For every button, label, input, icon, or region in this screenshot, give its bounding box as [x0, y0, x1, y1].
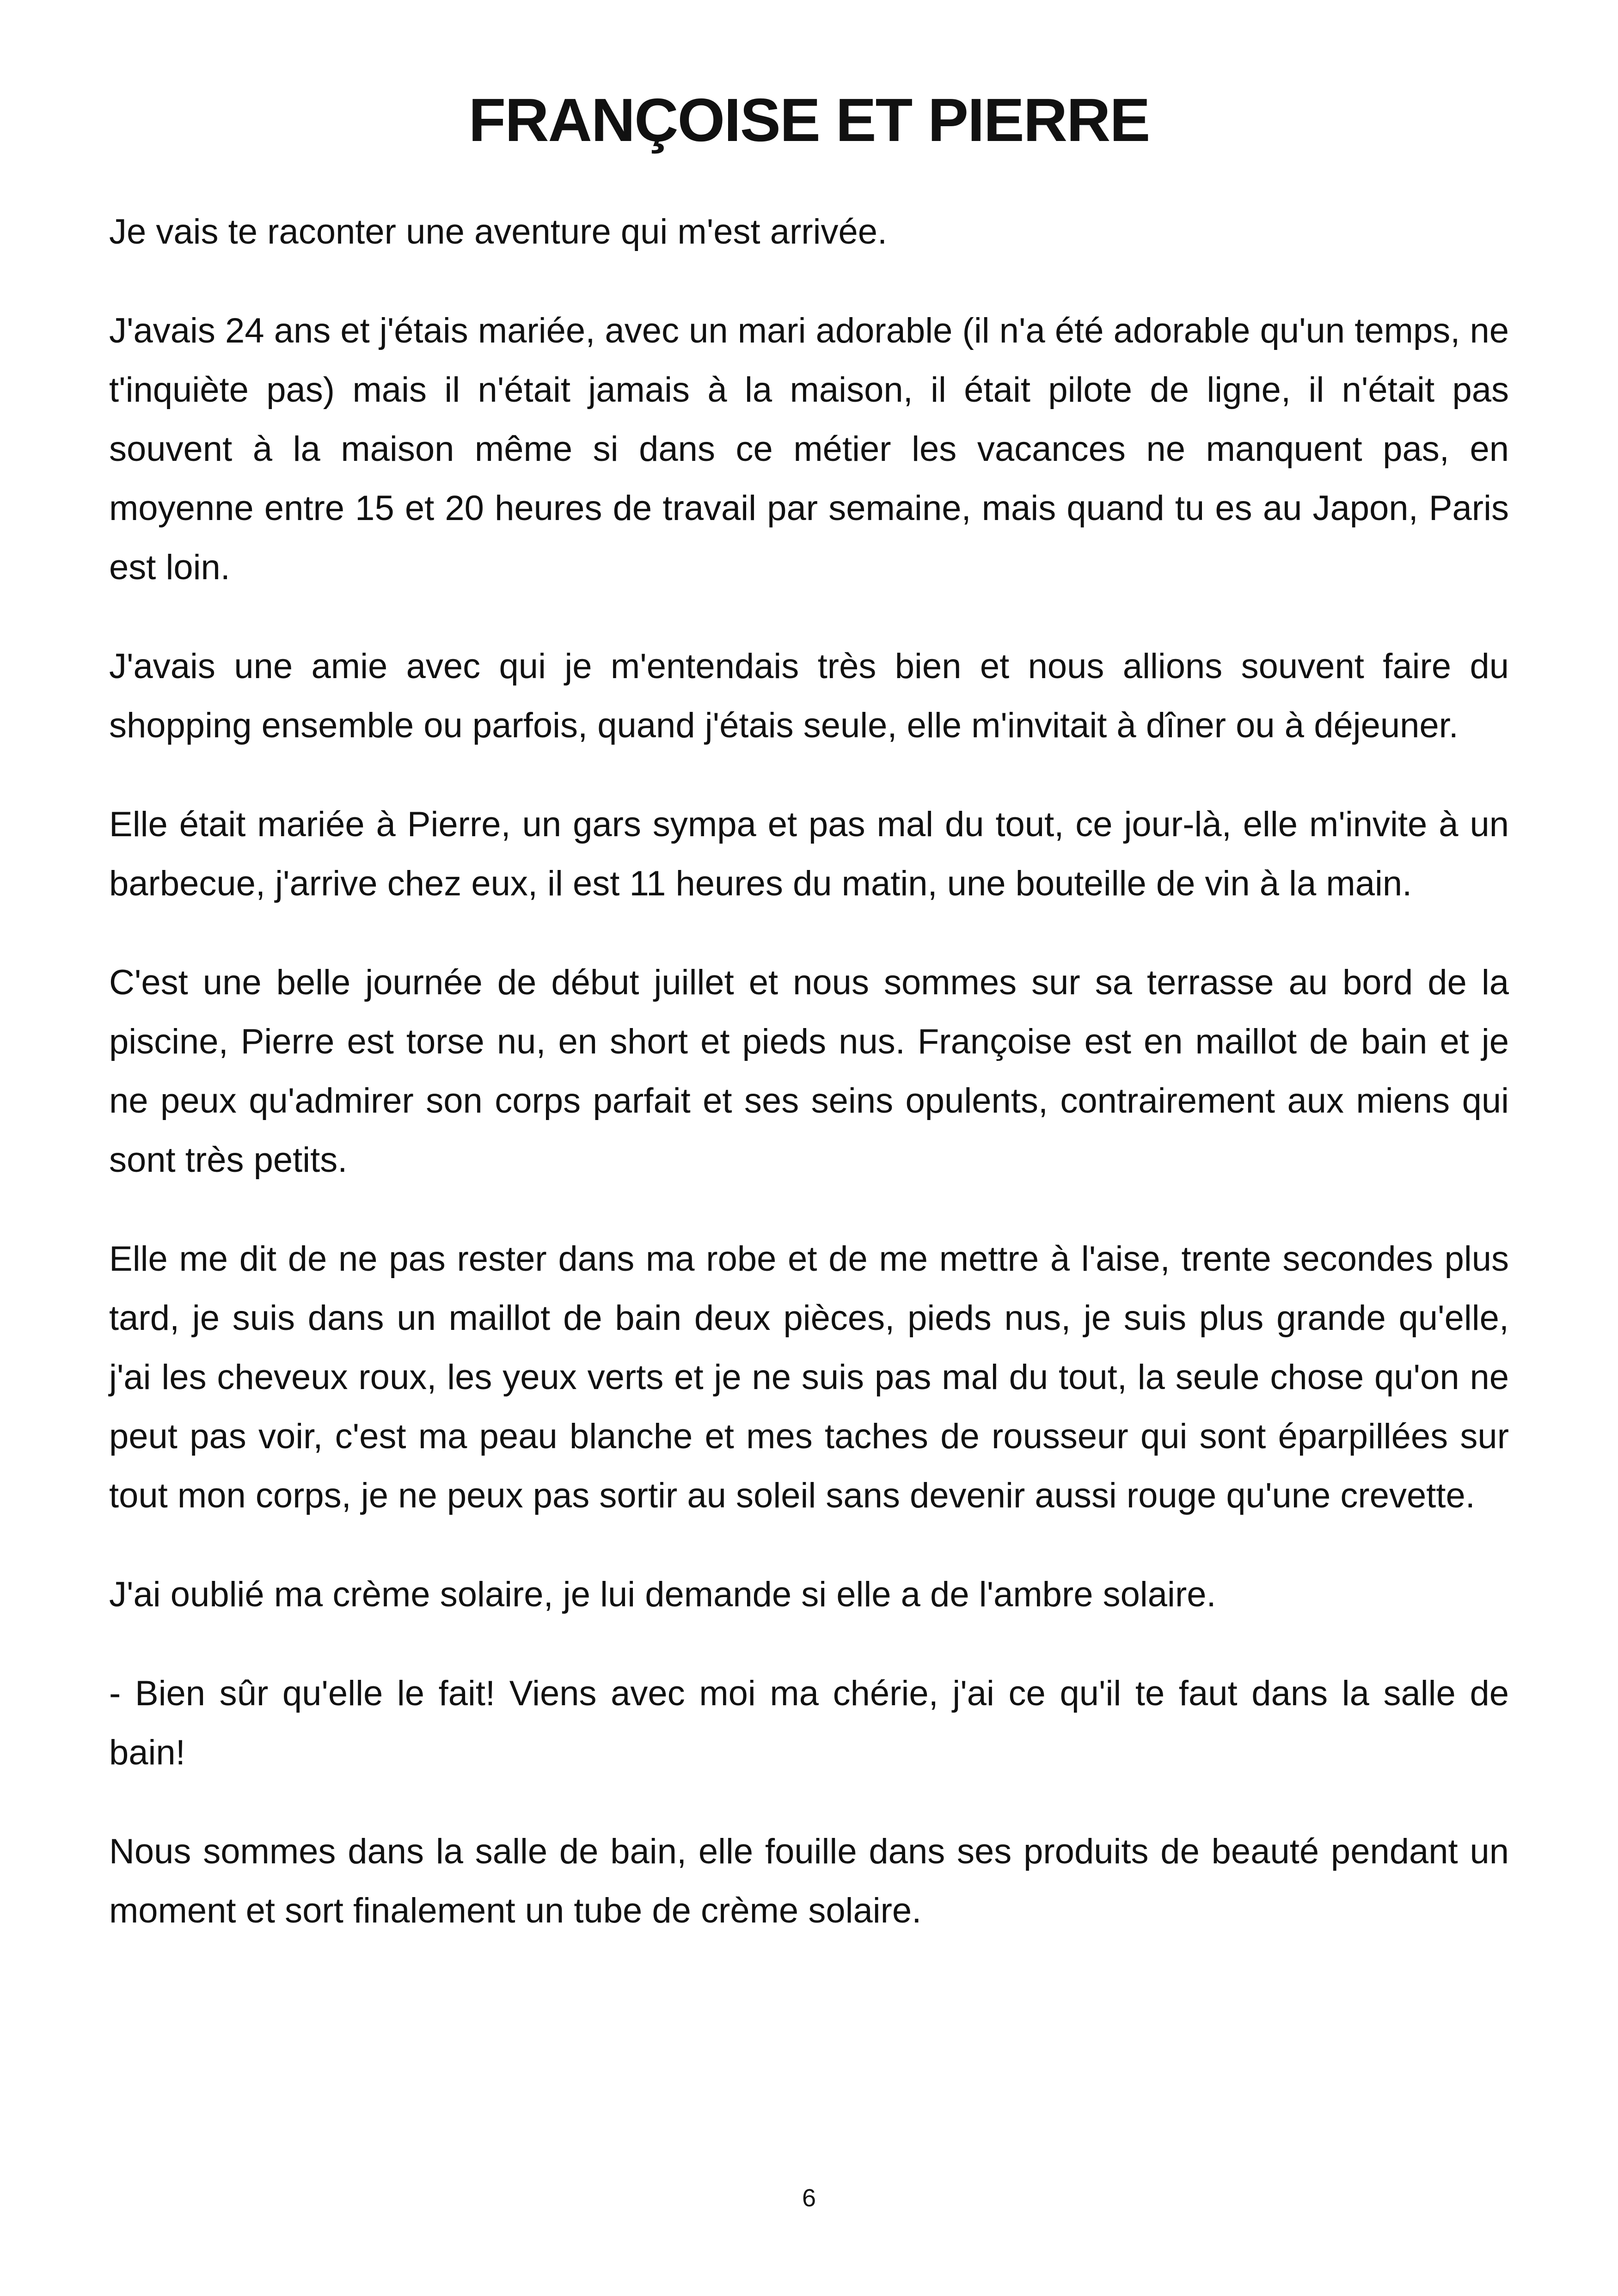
body-text [109, 202, 1509, 1980]
paragraph-6: Elle me dit de ne pas rester dans ma robe et de me mettre à l'aise, trente secondes plus tard, je suis dans un maillot de bain deux pièces, pieds nus, je suis plus grande qu'elle, j'ai les cheveux roux, les yeux verts et je ne suis pas mal du tout, la seule chose qu'on ne peut pas voir, c'est ma peau blanche et mes taches de rousseur qui sont éparpillées sur tout mon corps, je ne peux pas sortir au soleil sans devenir aussi rouge qu'une crevette. [109, 1239, 1509, 1515]
paragraph-8: - Bien sûr qu'elle le fait! Viens avec moi ma chérie, j'ai ce qu'il te faut dans la salle de bain! [109, 1674, 1509, 1772]
paragraph-4: Elle était mariée à Pierre, un gars sympa et pas mal du tout, ce jour-là, elle m'invite à un barbecue, j'arrive chez eux, il est 11 heures du matin, une bouteille de vin à la main. [109, 805, 1509, 903]
page-number: 6 [802, 2184, 816, 2212]
paragraph-3: J'avais une amie avec qui je m'entendais très bien et nous allions souvent faire du shopping ensemble ou parfois, quand j'étais seule, elle m'invitait à dîner ou à déjeuner. [109, 647, 1509, 745]
page-title: FRANÇOISE ET PIERRE [468, 86, 1150, 154]
paragraph-2: J'avais 24 ans et j'étais mariée, avec un mari adorable (il n'a été adorable qu'un temps, ne t'inquiète pas) mais il n'était jamais à la maison, il était pilote de ligne, il n'était pas souvent à la maison même si dans ce métier les vacances ne manquent pas, en moyenne entre 15 et 20 heures de travail par semaine, mais quand tu es au Japon, Paris est loin. [109, 311, 1509, 587]
paragraph-1: Je vais te raconter une aventure qui m'est arrivée. [109, 212, 888, 251]
paragraph-5: C'est une belle journée de début juillet et nous sommes sur sa terrasse au bord de la piscine, Pierre est torse nu, en short et pieds nus. Françoise est en maillot de bain et je ne peux qu'admirer son corps parfait et ses seins opulents, contrairement aux miens qui sont très petits. [109, 963, 1509, 1180]
paragraph-7: J'ai oublié ma crème solaire, je lui demande si elle a de l'ambre solaire. [109, 1575, 1216, 1614]
paragraph-9: Nous sommes dans la salle de bain, elle fouille dans ses produits de beauté pendant un moment et sort finalement un tube de crème solaire. [109, 1832, 1509, 1930]
